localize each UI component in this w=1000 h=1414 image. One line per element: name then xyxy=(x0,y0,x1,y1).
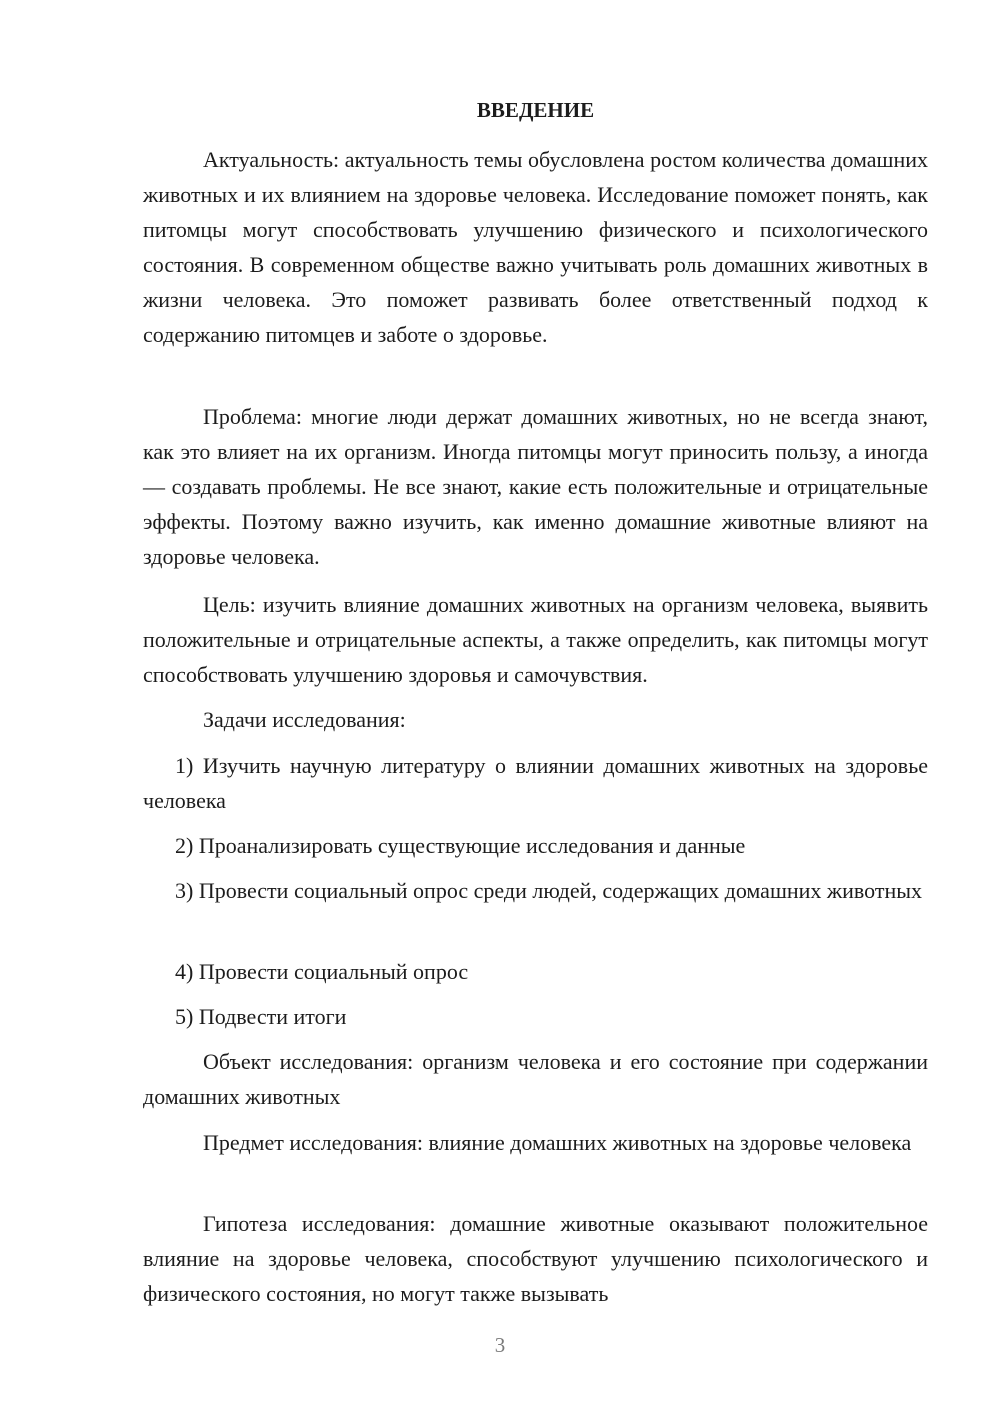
goal-paragraph: Цель: изучить влияние домашних животных на организм человека, выявить положительные и отрицательные аспекты, а также определить, как питомцы могут способствовать улучшению здоровья и самочувствия. xyxy=(143,592,928,687)
task-item-5: 5) Подвести итоги xyxy=(175,1004,347,1029)
tasks-heading: Задачи исследования: xyxy=(203,707,406,732)
page-title: ВВЕДЕНИЕ xyxy=(476,98,595,122)
subject-paragraph: Предмет исследования: влияние домашних животных на здоровье человека xyxy=(203,1130,912,1155)
relevance-paragraph: Актуальность: актуальность темы обусловлена ростом количества домашних животных и их влиянием на здоровье человека. Исследование поможет понять, как питомцы могут способствовать улучшению физического и психологического состояния. В современном обществе важно учитывать роль домашних животных в жизни человека. Это поможет развивать более ответственный подход к содержанию питомцев и заботе о здоровье. xyxy=(143,147,928,347)
task-item-3: 3) Провести социальный опрос среди людей, содержащих домашних животных xyxy=(175,878,923,903)
hypothesis-paragraph: Гипотеза исследования: домашние животные оказывают положительное влияние на здоровье человека, способствуют улучшению психологического и физического состояния, но могут также вызывать xyxy=(143,1211,928,1306)
problem-paragraph: Проблема: многие люди держат домашних животных, но не всегда знают, как это влияет на их организм. Иногда питомцы могут приносить пользу, а иногда — создавать проблемы. Не все знают, какие есть положительные и отрицательные эффекты. Поэтому важно изучить, как именно домашние животные влияют на здоровье человека. xyxy=(143,404,928,569)
task-item-1: 1) Изучить научную литературу о влиянии домашних животных на здоровье человека xyxy=(143,753,928,813)
page-number: 3 xyxy=(494,1333,506,1357)
object-paragraph: Объект исследования: организм человека и его состояние при содержании домашних животных xyxy=(143,1049,928,1109)
task-item-2: 2) Проанализировать существующие исследования и данные xyxy=(175,833,746,858)
task-item-4: 4) Провести социальный опрос xyxy=(175,959,469,984)
